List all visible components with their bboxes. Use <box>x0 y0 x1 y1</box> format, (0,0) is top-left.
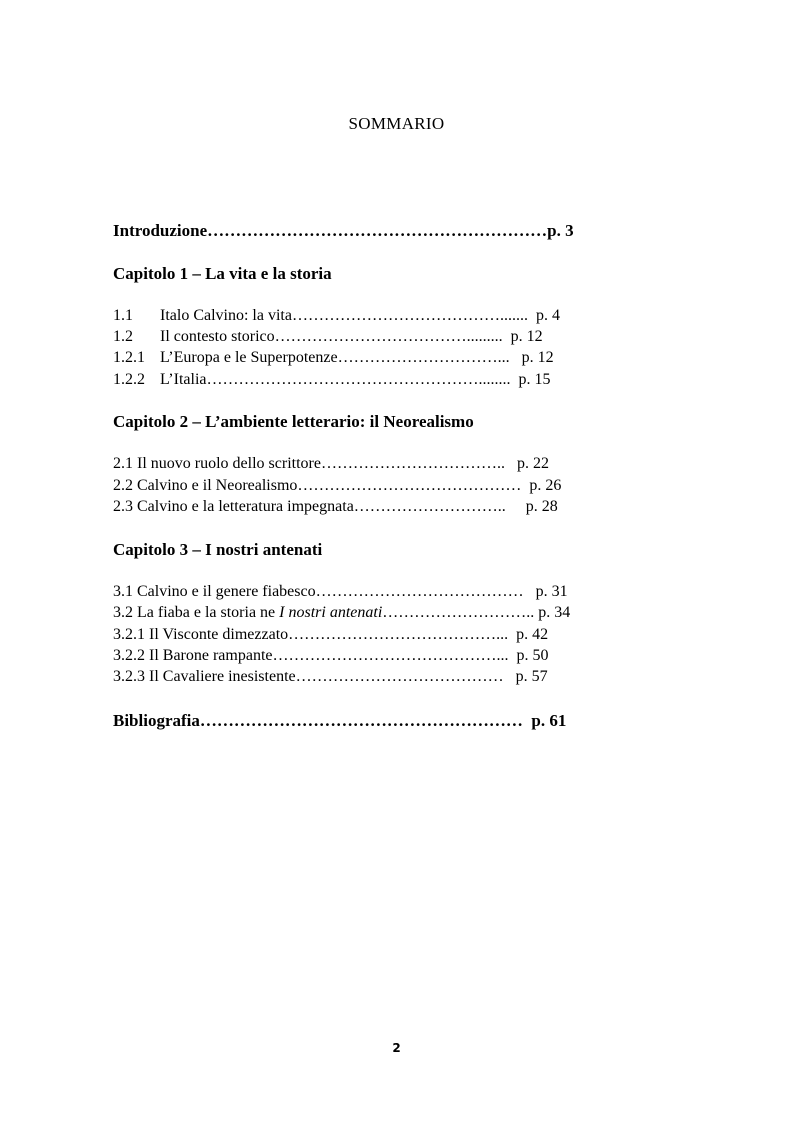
toc-page-ref: p. 61 <box>531 711 567 730</box>
chapter-2-heading[interactable]: Capitolo 2 – L’ambiente letterario: il Neorealismo <box>113 412 474 431</box>
toc-entry-3-2-2[interactable] <box>113 647 549 665</box>
toc-leader-dots: …………………………………………………… <box>207 221 548 240</box>
toc-page-ref: p. 42 <box>516 626 549 643</box>
toc-entry-label-italic: I nostri antenati <box>279 604 383 621</box>
toc-entry-label: L’Italia <box>160 371 207 388</box>
toc-entry-3-1[interactable] <box>113 583 568 601</box>
toc-leader-dots: ………………………………… <box>295 668 504 685</box>
toc-bibliography[interactable] <box>113 711 566 731</box>
toc-entry-label: 3.1 Calvino e il genere fiabesco <box>113 583 316 600</box>
toc-page-ref: p. 22 <box>516 455 549 472</box>
toc-entry-label: 3.2.3 Il Cavaliere inesistente <box>113 668 296 685</box>
toc-leader-dots: …………………………... <box>337 349 510 366</box>
toc-leader-dots: ………………………………......... <box>274 328 503 345</box>
toc-entry-2-2[interactable] <box>113 477 561 495</box>
toc-entry-label: 3.2.2 Il Barone rampante <box>113 647 273 664</box>
toc-leader-dots: …………………………………....... <box>291 307 528 324</box>
toc-page-ref: p. 50 <box>516 647 549 664</box>
toc-page-ref: p. 26 <box>529 477 562 494</box>
toc-entry-2-1[interactable] <box>113 455 549 473</box>
toc-page-ref: p. 12 <box>510 328 543 345</box>
toc-page-ref: p. 28 <box>525 498 558 515</box>
toc-entry-3-2-1[interactable] <box>113 626 548 644</box>
toc-entry-3-2[interactable] <box>113 604 570 622</box>
toc-leader-dots: …………………………….. <box>320 455 505 472</box>
toc-leader-dots: ………………………………… <box>315 583 524 600</box>
toc-entry-label: 2.2 Calvino e il Neorealismo <box>113 477 298 494</box>
toc-entry-label: 2.1 Il nuovo ruolo dello scrittore <box>113 455 321 472</box>
toc-entry-number: 1.2.2 <box>113 371 145 388</box>
toc-page-ref: p. 4 <box>535 307 560 324</box>
toc-leader-dots: …………………………………… <box>297 477 522 494</box>
toc-entry-label: 2.3 Calvino e la letteratura impegnata <box>113 498 354 515</box>
toc-bibliography-label: Bibliografia <box>113 711 200 730</box>
chapter-1-heading[interactable]: Capitolo 1 – La vita e la storia <box>113 264 332 283</box>
toc-page-ref: p. 57 <box>515 668 548 685</box>
chapter-3-heading[interactable]: Capitolo 3 – I nostri antenati <box>113 540 323 559</box>
toc-entry-1-2[interactable] <box>113 328 543 346</box>
toc-entry-3-2-3[interactable] <box>113 668 548 686</box>
toc-entry-label: Il contesto storico <box>160 328 275 345</box>
toc-entry-number: 1.2.1 <box>113 349 145 366</box>
toc-entry-label: L’Europa e le Superpotenze <box>160 349 338 366</box>
toc-entry-1-2-1[interactable] <box>113 349 554 367</box>
page-title: SOMMARIO <box>348 114 445 133</box>
toc-leader-dots: …………………………………... <box>288 626 509 643</box>
toc-entry-2-3[interactable] <box>113 498 558 516</box>
toc-entry-label: Italo Calvino: la vita <box>160 307 292 324</box>
toc-page-ref: p. 3 <box>547 221 574 240</box>
toc-page-ref: p. 34 <box>538 604 571 621</box>
toc-leader-dots: ………………………………………………… <box>199 711 523 730</box>
toc-introduction-label: Introduzione <box>113 221 208 240</box>
toc-entry-1-2-2[interactable] <box>113 371 551 389</box>
toc-page-ref: p. 12 <box>521 349 554 366</box>
toc-page-ref: p. 31 <box>535 583 568 600</box>
toc-leader-dots: ……………………………………... <box>272 647 509 664</box>
toc-entry-1-1[interactable] <box>113 307 560 325</box>
toc-entry-label: 3.2 La fiaba e la storia ne <box>113 604 280 621</box>
page-number: 2 <box>392 1041 401 1055</box>
toc-introduction[interactable] <box>113 221 574 241</box>
toc-entry-label: 3.2.1 Il Visconte dimezzato <box>113 626 289 643</box>
toc-entry-number: 1.1 <box>113 307 133 324</box>
toc-leader-dots: ……………………….. <box>353 498 506 515</box>
toc-leader-dots: ……………………………………………........ <box>206 371 511 388</box>
toc-entry-number: 1.2 <box>113 328 133 345</box>
toc-page-ref: p. 15 <box>518 371 551 388</box>
toc-leader-dots: ……………………….. <box>382 604 535 621</box>
